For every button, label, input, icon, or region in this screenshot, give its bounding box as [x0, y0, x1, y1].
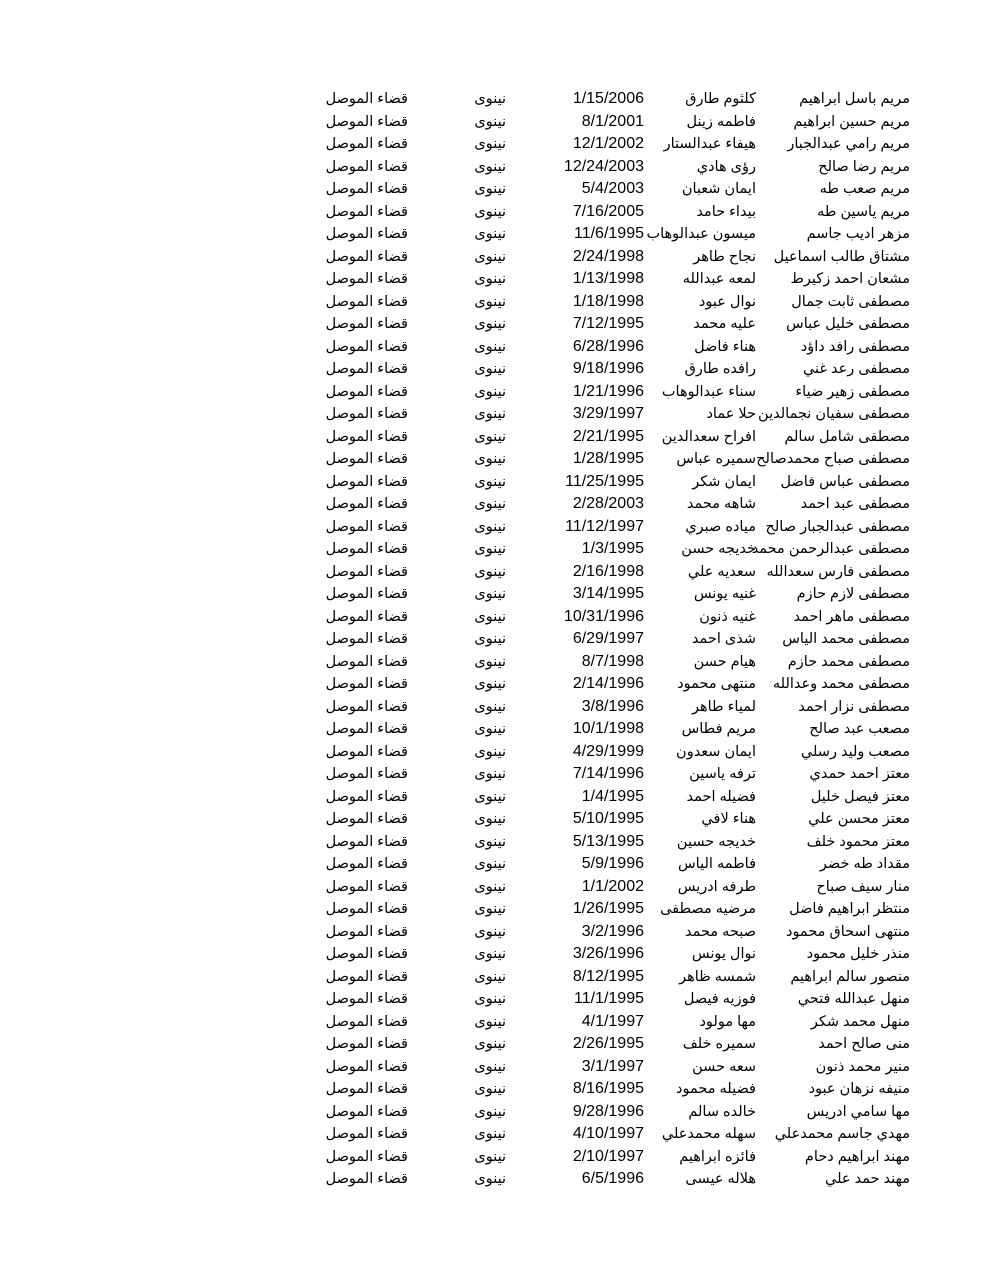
province-cell: نينوى	[474, 811, 506, 827]
province-cell: نينوى	[474, 901, 506, 917]
province-cell: نينوى	[474, 698, 506, 715]
province-cell: نينوى	[474, 113, 506, 130]
province-cell: نينوى	[474, 1171, 506, 1187]
district-cell: قضاء الموصل	[325, 226, 408, 242]
table-row	[318, 1123, 910, 1146]
district-cell: قضاء الموصل	[325, 496, 408, 512]
person-name-cell: مصطفى محمد الياس	[782, 631, 910, 647]
person-name-cell: مصطفى زهير ضياء	[795, 383, 910, 400]
person-name-cell: مصطفى عبدالرحمن محمد	[751, 541, 910, 557]
mother-name-cell: فوزيه فيصل	[683, 991, 756, 1007]
table-row	[318, 651, 910, 674]
mother-name-cell: طرفه ادريس	[677, 878, 756, 895]
table-row	[318, 763, 910, 786]
district-cell: قضاء الموصل	[325, 1171, 408, 1187]
person-name-cell: منصور سالم ابراهيم	[790, 968, 910, 985]
birth-date-cell: 1/28/1995	[572, 450, 644, 467]
table-row	[318, 718, 910, 741]
province-cell: نينوى	[474, 788, 506, 805]
district-cell: قضاء الموصل	[325, 653, 408, 670]
district-cell: قضاء الموصل	[325, 856, 408, 872]
table-row	[318, 538, 910, 561]
district-cell: قضاء الموصل	[325, 1148, 408, 1165]
mother-name-cell: هيام حسن	[693, 653, 756, 670]
person-name-cell: مهند حمد علي	[825, 1171, 910, 1187]
mother-name-cell: فائزه ابراهيم	[679, 1148, 756, 1165]
birth-date-cell: 10/1/1998	[572, 720, 644, 737]
person-name-cell: مصعب عبد صالح	[809, 721, 910, 737]
province-cell: نينوى	[474, 833, 506, 850]
birth-date-cell: 1/26/1995	[572, 900, 644, 917]
table-row	[318, 426, 910, 449]
mother-name-cell: مريم فطاس	[681, 721, 756, 737]
person-name-cell: مصطفى نزار احمد	[798, 698, 910, 715]
mother-name-cell: مياده صبري	[685, 518, 756, 535]
table-row	[318, 1033, 910, 1056]
birth-date-cell: 2/16/1998	[572, 562, 644, 580]
district-cell: قضاء الموصل	[325, 248, 408, 265]
province-cell: نينوى	[474, 991, 506, 1007]
mother-name-cell: شمسه ظاهر	[679, 968, 756, 985]
district-cell: قضاء الموصل	[325, 338, 408, 355]
province-cell: نينوى	[474, 721, 506, 737]
birth-date-cell: 6/29/1997	[572, 630, 644, 647]
birth-date-cell: 5/10/1995	[572, 810, 644, 827]
table-row	[318, 898, 910, 921]
district-cell: قضاء الموصل	[325, 608, 408, 625]
mother-name-cell: سعديه علي	[687, 563, 756, 580]
birth-date-cell: 12/24/2003	[563, 157, 644, 175]
mother-name-cell: ايمان شكر	[692, 473, 756, 490]
person-name-cell: معتز احمد حمدي	[809, 766, 910, 782]
province-cell: نينوى	[474, 946, 506, 962]
table-row	[318, 786, 910, 809]
district-cell: قضاء الموصل	[325, 1058, 408, 1075]
mother-name-cell: مرضيه مصطفى	[660, 901, 756, 917]
province-cell: نينوى	[474, 586, 506, 602]
birth-date-cell: 12/1/2002	[572, 135, 644, 152]
records-table	[318, 88, 910, 1191]
person-name-cell: منار سيف صباح	[816, 878, 910, 895]
person-name-cell: مصطفى ماهر احمد	[793, 608, 910, 625]
district-cell: قضاء الموصل	[325, 788, 408, 805]
province-cell: نينوى	[474, 406, 506, 422]
mother-name-cell: مها مولود	[699, 1013, 756, 1030]
mother-name-cell: نجاح طاهر	[693, 248, 756, 265]
birth-date-cell: 10/31/1996	[563, 607, 644, 625]
table-row	[318, 111, 910, 134]
birth-date-cell: 8/7/1998	[581, 652, 644, 670]
birth-date-cell: 1/3/1995	[581, 540, 644, 557]
person-name-cell: مصطفى محمد حازم	[787, 653, 910, 670]
mother-name-cell: بيداء حامد	[696, 203, 756, 220]
province-cell: نينوى	[474, 1058, 506, 1075]
table-row	[318, 741, 910, 764]
person-name-cell: مريم باسل ابراهيم	[799, 91, 910, 107]
person-name-cell: منيفه نزهان عبود	[808, 1081, 910, 1097]
table-row	[318, 943, 910, 966]
district-cell: قضاء الموصل	[325, 586, 408, 602]
birth-date-cell: 2/21/1995	[572, 427, 644, 445]
birth-date-cell: 1/18/1998	[572, 292, 644, 310]
mother-name-cell: سعه حسن	[692, 1058, 756, 1075]
person-name-cell: مصطفى رعد غني	[802, 361, 910, 377]
district-cell: قضاء الموصل	[325, 991, 408, 1007]
district-cell: قضاء الموصل	[325, 271, 408, 287]
table-row	[318, 88, 910, 111]
province-cell: نينوى	[474, 968, 506, 985]
person-name-cell: مصطفى فارس سعدالله	[766, 563, 910, 580]
province-cell: نينوى	[474, 428, 506, 445]
district-cell: قضاء الموصل	[325, 878, 408, 895]
district-cell: قضاء الموصل	[325, 676, 408, 692]
table-row	[318, 336, 910, 359]
mother-name-cell: شذى احمد	[691, 631, 756, 647]
table-row	[318, 921, 910, 944]
birth-date-cell: 1/4/1995	[581, 787, 644, 805]
table-row	[318, 561, 910, 584]
person-name-cell: مصطفى محمد وعدالله	[772, 676, 910, 692]
table-row	[318, 471, 910, 494]
birth-date-cell: 2/28/2003	[572, 495, 644, 512]
person-name-cell: منير محمد ذنون	[815, 1058, 910, 1075]
district-cell: قضاء الموصل	[325, 316, 408, 332]
birth-date-cell: 1/15/2006	[572, 90, 644, 107]
district-cell: قضاء الموصل	[325, 1126, 408, 1142]
table-row	[318, 673, 910, 696]
table-row	[318, 516, 910, 539]
birth-date-cell: 8/16/1995	[572, 1080, 644, 1097]
table-row	[318, 831, 910, 854]
birth-date-cell: 4/10/1997	[572, 1125, 644, 1142]
table-row	[318, 493, 910, 516]
person-name-cell: مصطفى لازم حازم	[796, 586, 910, 602]
birth-date-cell: 11/12/1997	[565, 517, 644, 535]
person-name-cell: منذر خليل محمود	[806, 946, 910, 962]
mother-name-cell: ايمان شعبان	[681, 181, 756, 197]
table-row	[318, 853, 910, 876]
mother-name-cell: سناء عبدالوهاب	[661, 383, 756, 400]
birth-date-cell: 2/14/1996	[572, 675, 644, 692]
district-cell: قضاء الموصل	[325, 406, 408, 422]
mother-name-cell: غنيه ذنون	[699, 608, 756, 625]
person-name-cell: منتهى اسحاق محمود	[785, 923, 910, 940]
mother-name-cell: ميسون عبدالوهاب	[646, 226, 756, 242]
person-name-cell: مصطفى عباس فاضل	[780, 473, 910, 490]
person-name-cell: مشتاق طالب اسماعيل	[773, 248, 910, 265]
birth-date-cell: 6/28/1996	[572, 337, 644, 355]
district-cell: قضاء الموصل	[325, 1036, 408, 1052]
district-cell: قضاء الموصل	[325, 923, 408, 940]
person-name-cell: معتز محمود خلف	[806, 833, 910, 850]
district-cell: قضاء الموصل	[325, 698, 408, 715]
birth-date-cell: 4/29/1999	[572, 742, 644, 760]
province-cell: نينوى	[474, 383, 506, 400]
table-row	[318, 133, 910, 156]
district-cell: قضاء الموصل	[325, 158, 408, 175]
mother-name-cell: هناء فاضل	[694, 338, 756, 355]
birth-date-cell: 8/1/2001	[581, 112, 644, 130]
province-cell: نينوى	[474, 766, 506, 782]
district-cell: قضاء الموصل	[325, 1013, 408, 1030]
province-cell: نينوى	[474, 181, 506, 197]
person-name-cell: منهل عبدالله فتحي	[797, 991, 910, 1007]
province-cell: نينوى	[474, 1013, 506, 1030]
province-cell: نينوى	[474, 1081, 506, 1097]
table-row	[318, 448, 910, 471]
table-row	[318, 1011, 910, 1034]
district-cell: قضاء الموصل	[325, 136, 408, 152]
birth-date-cell: 3/26/1996	[572, 945, 644, 962]
district-cell: قضاء الموصل	[325, 811, 408, 827]
person-name-cell: مهدي جاسم محمدعلي	[774, 1126, 910, 1142]
mother-name-cell: هلاله عيسى	[685, 1171, 756, 1187]
district-cell: قضاء الموصل	[325, 766, 408, 782]
province-cell: نينوى	[474, 653, 506, 670]
province-cell: نينوى	[474, 203, 506, 220]
district-cell: قضاء الموصل	[325, 1103, 408, 1120]
birth-date-cell: 7/14/1996	[572, 765, 644, 782]
birth-date-cell: 6/5/1996	[581, 1170, 644, 1187]
person-name-cell: مريم حسين ابراهيم	[793, 113, 910, 130]
birth-date-cell: 7/12/1995	[572, 315, 644, 332]
table-row	[318, 1101, 910, 1124]
province-cell: نينوى	[474, 1148, 506, 1165]
birth-date-cell: 11/25/1995	[565, 472, 644, 490]
person-name-cell: منتظر ابراهيم فاضل	[789, 901, 910, 917]
district-cell: قضاء الموصل	[325, 1081, 408, 1097]
person-name-cell: مريم صعب طه	[819, 181, 910, 197]
province-cell: نينوى	[474, 1103, 506, 1120]
province-cell: نينوى	[474, 1126, 506, 1142]
mother-name-cell: فاطمه الياس	[677, 856, 756, 872]
mother-name-cell: خالده سالم	[688, 1103, 756, 1120]
district-cell: قضاء الموصل	[325, 113, 408, 130]
province-cell: نينوى	[474, 743, 506, 760]
province-cell: نينوى	[474, 316, 506, 332]
person-name-cell: منهل محمد شكر	[810, 1013, 910, 1030]
birth-date-cell: 1/13/1998	[572, 270, 644, 287]
table-row	[318, 876, 910, 899]
person-name-cell: مريم رامي عبدالجبار	[787, 136, 910, 152]
birth-date-cell: 11/6/1995	[574, 225, 644, 242]
district-cell: قضاء الموصل	[325, 541, 408, 557]
district-cell: قضاء الموصل	[325, 428, 408, 445]
table-row	[318, 403, 910, 426]
birth-date-cell: 1/21/1996	[572, 382, 644, 400]
province-cell: نينوى	[474, 631, 506, 647]
person-name-cell: مصطفى ثابت جمال	[791, 293, 910, 310]
person-name-cell: مريم ياسين طه	[817, 203, 910, 220]
province-cell: نينوى	[474, 338, 506, 355]
district-cell: قضاء الموصل	[325, 721, 408, 737]
district-cell: قضاء الموصل	[325, 203, 408, 220]
district-cell: قضاء الموصل	[325, 946, 408, 962]
province-cell: نينوى	[474, 293, 506, 310]
district-cell: قضاء الموصل	[325, 631, 408, 647]
person-name-cell: مصطفى صباح محمدصالح	[756, 451, 910, 467]
birth-date-cell: 9/28/1996	[572, 1102, 644, 1120]
birth-date-cell: 3/8/1996	[581, 697, 644, 715]
province-cell: نينوى	[474, 856, 506, 872]
mother-name-cell: هناء لافي	[701, 811, 756, 827]
birth-date-cell: 5/4/2003	[581, 180, 644, 197]
district-cell: قضاء الموصل	[325, 968, 408, 985]
province-cell: نينوى	[474, 496, 506, 512]
person-name-cell: مقداد طه خضر	[819, 856, 910, 872]
mother-name-cell: هيفاء عبدالستار	[663, 136, 756, 152]
table-row	[318, 381, 910, 404]
mother-name-cell: عليه محمد	[693, 316, 756, 332]
mother-name-cell: كلثوم طارق	[685, 91, 756, 107]
person-name-cell: مصعب وليد رسلي	[800, 743, 910, 760]
mother-name-cell: صبحه محمد	[685, 923, 756, 940]
mother-name-cell: رافده طارق	[684, 361, 756, 377]
province-cell: نينوى	[474, 1036, 506, 1052]
person-name-cell: مصطفى عبدالجبار صالح	[765, 518, 910, 535]
province-cell: نينوى	[474, 676, 506, 692]
table-row	[318, 201, 910, 224]
person-name-cell: مشعان احمد زكيرط	[790, 271, 910, 287]
person-name-cell: معتز فيصل خليل	[810, 788, 910, 805]
table-row	[318, 313, 910, 336]
mother-name-cell: سميره خلف	[682, 1036, 756, 1052]
district-cell: قضاء الموصل	[325, 473, 408, 490]
table-row	[318, 966, 910, 989]
table-row	[318, 1078, 910, 1101]
table-row	[318, 268, 910, 291]
mother-name-cell: نوال عبود	[698, 293, 756, 310]
table-row	[318, 246, 910, 269]
birth-date-cell: 8/12/1995	[572, 967, 644, 985]
district-cell: قضاء الموصل	[325, 293, 408, 310]
birth-date-cell: 3/1/1997	[581, 1057, 644, 1075]
person-name-cell: مصطفى شامل سالم	[784, 428, 910, 445]
province-cell: نينوى	[474, 158, 506, 175]
table-row	[318, 606, 910, 629]
table-row	[318, 223, 910, 246]
birth-date-cell: 2/24/1998	[572, 247, 644, 265]
birth-date-cell: 3/29/1997	[572, 405, 644, 422]
person-name-cell: مها سامي ادريس	[806, 1103, 910, 1120]
person-name-cell: منى صالح احمد	[818, 1036, 910, 1052]
birth-date-cell: 9/18/1996	[572, 360, 644, 377]
district-cell: قضاء الموصل	[325, 743, 408, 760]
birth-date-cell: 5/9/1996	[581, 855, 644, 872]
table-row	[318, 156, 910, 179]
province-cell: نينوى	[474, 248, 506, 265]
mother-name-cell: غنيه يونس	[693, 586, 756, 602]
district-cell: قضاء الموصل	[325, 383, 408, 400]
mother-name-cell: سميره عباس	[676, 451, 756, 467]
birth-date-cell: 1/1/2002	[581, 877, 644, 895]
district-cell: قضاء الموصل	[325, 181, 408, 197]
mother-name-cell: لمعه عبدالله	[682, 271, 756, 287]
person-name-cell: مريم رضا صالح	[818, 158, 910, 175]
table-row	[318, 628, 910, 651]
mother-name-cell: فاطمه زينل	[686, 113, 756, 130]
table-row	[318, 988, 910, 1011]
table-row	[318, 583, 910, 606]
mother-name-cell: منتهى محمود	[677, 676, 756, 692]
table-row	[318, 291, 910, 314]
province-cell: نينوى	[474, 473, 506, 490]
mother-name-cell: فضيله احمد	[686, 788, 756, 805]
province-cell: نينوى	[474, 226, 506, 242]
person-name-cell: مصطفى رافد داؤد	[800, 338, 910, 355]
person-name-cell: مصطفى خليل عباس	[786, 316, 910, 332]
district-cell: قضاء الموصل	[325, 361, 408, 377]
province-cell: نينوى	[474, 923, 506, 940]
birth-date-cell: 2/26/1995	[572, 1035, 644, 1052]
birth-date-cell: 2/10/1997	[572, 1147, 644, 1165]
province-cell: نينوى	[474, 91, 506, 107]
birth-date-cell: 11/1/1995	[574, 990, 644, 1007]
birth-date-cell: 7/16/2005	[572, 202, 644, 220]
birth-date-cell: 3/2/1996	[581, 922, 644, 940]
province-cell: نينوى	[474, 878, 506, 895]
district-cell: قضاء الموصل	[325, 563, 408, 580]
mother-name-cell: حلا عماد	[706, 406, 756, 422]
province-cell: نينوى	[474, 361, 506, 377]
mother-name-cell: نوال يونس	[691, 946, 756, 962]
table-row	[318, 358, 910, 381]
birth-date-cell: 5/13/1995	[572, 832, 644, 850]
person-name-cell: معتز محسن علي	[808, 811, 910, 827]
mother-name-cell: لمياء طاهر	[691, 698, 756, 715]
birth-date-cell: 4/1/1997	[581, 1012, 644, 1030]
province-cell: نينوى	[474, 608, 506, 625]
district-cell: قضاء الموصل	[325, 451, 408, 467]
mother-name-cell: افراح سعدالدين	[661, 428, 756, 445]
person-name-cell: مصطفى عبد احمد	[800, 496, 910, 512]
person-name-cell: مهند ابراهيم دحام	[804, 1148, 910, 1165]
mother-name-cell: ايمان سعدون	[676, 743, 756, 760]
province-cell: نينوى	[474, 271, 506, 287]
table-row	[318, 1146, 910, 1169]
table-row	[318, 178, 910, 201]
province-cell: نينوى	[474, 451, 506, 467]
table-row	[318, 696, 910, 719]
province-cell: نينوى	[474, 136, 506, 152]
mother-name-cell: شاهه محمد	[686, 496, 756, 512]
mother-name-cell: خديجه حسين	[676, 833, 756, 850]
person-name-cell: مزهر اديب جاسم	[806, 226, 910, 242]
province-cell: نينوى	[474, 541, 506, 557]
table-row	[318, 1168, 910, 1191]
table-row	[318, 808, 910, 831]
birth-date-cell: 3/14/1995	[572, 585, 644, 602]
district-cell: قضاء الموصل	[325, 901, 408, 917]
mother-name-cell: سهله محمدعلي	[661, 1126, 756, 1142]
mother-name-cell: خديجه حسن	[681, 541, 756, 557]
district-cell: قضاء الموصل	[325, 518, 408, 535]
district-cell: قضاء الموصل	[325, 833, 408, 850]
person-name-cell: مصطفى سفيان نجمالدين	[758, 406, 910, 422]
mother-name-cell: رؤى هادي	[696, 158, 756, 175]
mother-name-cell: فضيله محمود	[676, 1081, 756, 1097]
province-cell: نينوى	[474, 563, 506, 580]
province-cell: نينوى	[474, 518, 506, 535]
mother-name-cell: ترفه ياسين	[689, 766, 756, 782]
table-row	[318, 1056, 910, 1079]
district-cell: قضاء الموصل	[325, 91, 408, 107]
